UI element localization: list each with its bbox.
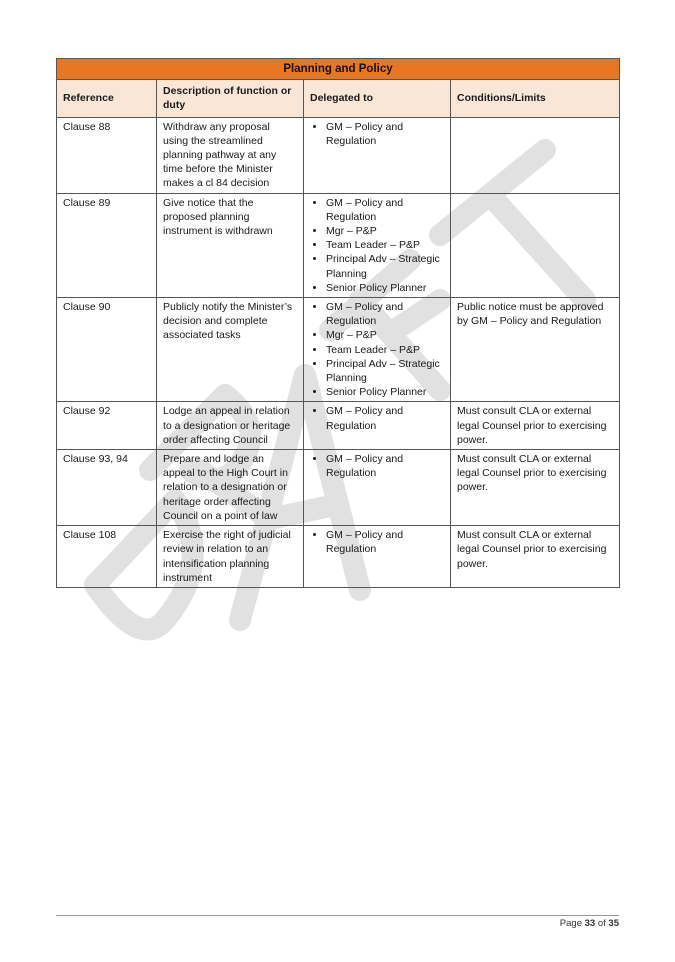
delegate-list xyxy=(310,196,444,295)
delegate-item: • Team Leader – P&P xyxy=(326,238,444,252)
page-number: 33 xyxy=(584,918,596,929)
delegate-item: • GM – Policy and Regulation xyxy=(326,120,444,148)
cell-conditions xyxy=(451,117,620,193)
of-word: of xyxy=(597,918,606,929)
cell-delegated xyxy=(304,298,451,402)
cell-conditions: Must consult CLA or external legal Counsel prior to exercising power. xyxy=(451,402,620,450)
delegate-item: • Team Leader – P&P xyxy=(326,343,444,357)
delegate-list xyxy=(310,120,444,148)
table-title-row xyxy=(57,59,620,80)
delegate-item: • Mgr – P&P xyxy=(326,224,444,238)
cell-delegated xyxy=(304,526,451,588)
delegate-item: • Principal Adv – Strategic Planning xyxy=(326,252,444,280)
delegate-list xyxy=(310,528,444,556)
delegate-item: • Senior Policy Planner xyxy=(326,281,444,295)
page-word: Page xyxy=(559,918,582,929)
delegate-list xyxy=(310,404,444,432)
delegate-item: • GM – Policy and Regulation xyxy=(326,528,444,556)
table-row xyxy=(57,193,620,297)
header-conditions: Conditions/Limits xyxy=(451,80,620,117)
page-total: 35 xyxy=(608,918,619,929)
header-description: Description of function or duty xyxy=(157,80,304,117)
cell-description: Give notice that the proposed planning instrument is withdrawn xyxy=(157,193,304,297)
cell-reference: Clause 88 xyxy=(57,117,157,193)
delegate-item: • Mgr – P&P xyxy=(326,328,444,342)
cell-reference: Clause 92 xyxy=(57,402,157,450)
cell-reference: Clause 90 xyxy=(57,298,157,402)
table-row xyxy=(57,526,620,588)
planning-policy-table-container xyxy=(56,58,619,588)
cell-delegated xyxy=(304,117,451,193)
delegate-list xyxy=(310,300,444,399)
cell-conditions: Must consult CLA or external legal Counsel prior to exercising power. xyxy=(451,526,620,588)
table-row xyxy=(57,402,620,450)
delegate-item: • GM – Policy and Regulation xyxy=(326,300,444,328)
table-body xyxy=(57,117,620,587)
table-title: Planning and Policy xyxy=(57,59,620,80)
cell-conditions: Must consult CLA or external legal Counsel prior to exercising power. xyxy=(451,450,620,526)
cell-conditions: Public notice must be approved by GM – Policy and Regulation xyxy=(451,298,620,402)
cell-reference: Clause 108 xyxy=(57,526,157,588)
cell-conditions xyxy=(451,193,620,297)
cell-description: Withdraw any proposal using the streamlined planning pathway at any time before the Minister makes a cl 84 decision xyxy=(157,117,304,193)
delegate-list xyxy=(310,452,444,480)
cell-delegated xyxy=(304,450,451,526)
table-row xyxy=(57,298,620,402)
page-footer xyxy=(560,918,619,929)
cell-description: Exercise the right of judicial review in relation to an intensification planning instrument xyxy=(157,526,304,588)
table-row xyxy=(57,450,620,526)
cell-description: Prepare and lodge an appeal to the High Court in relation to a designation or heritage order affecting Council on a point of law xyxy=(157,450,304,526)
delegate-item: • Principal Adv – Strategic Planning xyxy=(326,357,444,385)
delegate-item: • GM – Policy and Regulation xyxy=(326,404,444,432)
delegate-item: • GM – Policy and Regulation xyxy=(326,452,444,480)
cell-reference: Clause 93, 94 xyxy=(57,450,157,526)
delegate-item: • Senior Policy Planner xyxy=(326,385,444,399)
cell-description: Publicly notify the Minister’s decision and complete associated tasks xyxy=(157,298,304,402)
cell-delegated xyxy=(304,193,451,297)
table-row xyxy=(57,117,620,193)
table-header-row xyxy=(57,80,620,117)
header-reference: Reference xyxy=(57,80,157,117)
planning-policy-table xyxy=(56,58,620,588)
cell-reference: Clause 89 xyxy=(57,193,157,297)
footer-divider xyxy=(56,915,619,916)
header-delegated: Delegated to xyxy=(304,80,451,117)
delegate-item: • GM – Policy and Regulation xyxy=(326,196,444,224)
cell-description: Lodge an appeal in relation to a designation or heritage order affecting Council xyxy=(157,402,304,450)
cell-delegated xyxy=(304,402,451,450)
